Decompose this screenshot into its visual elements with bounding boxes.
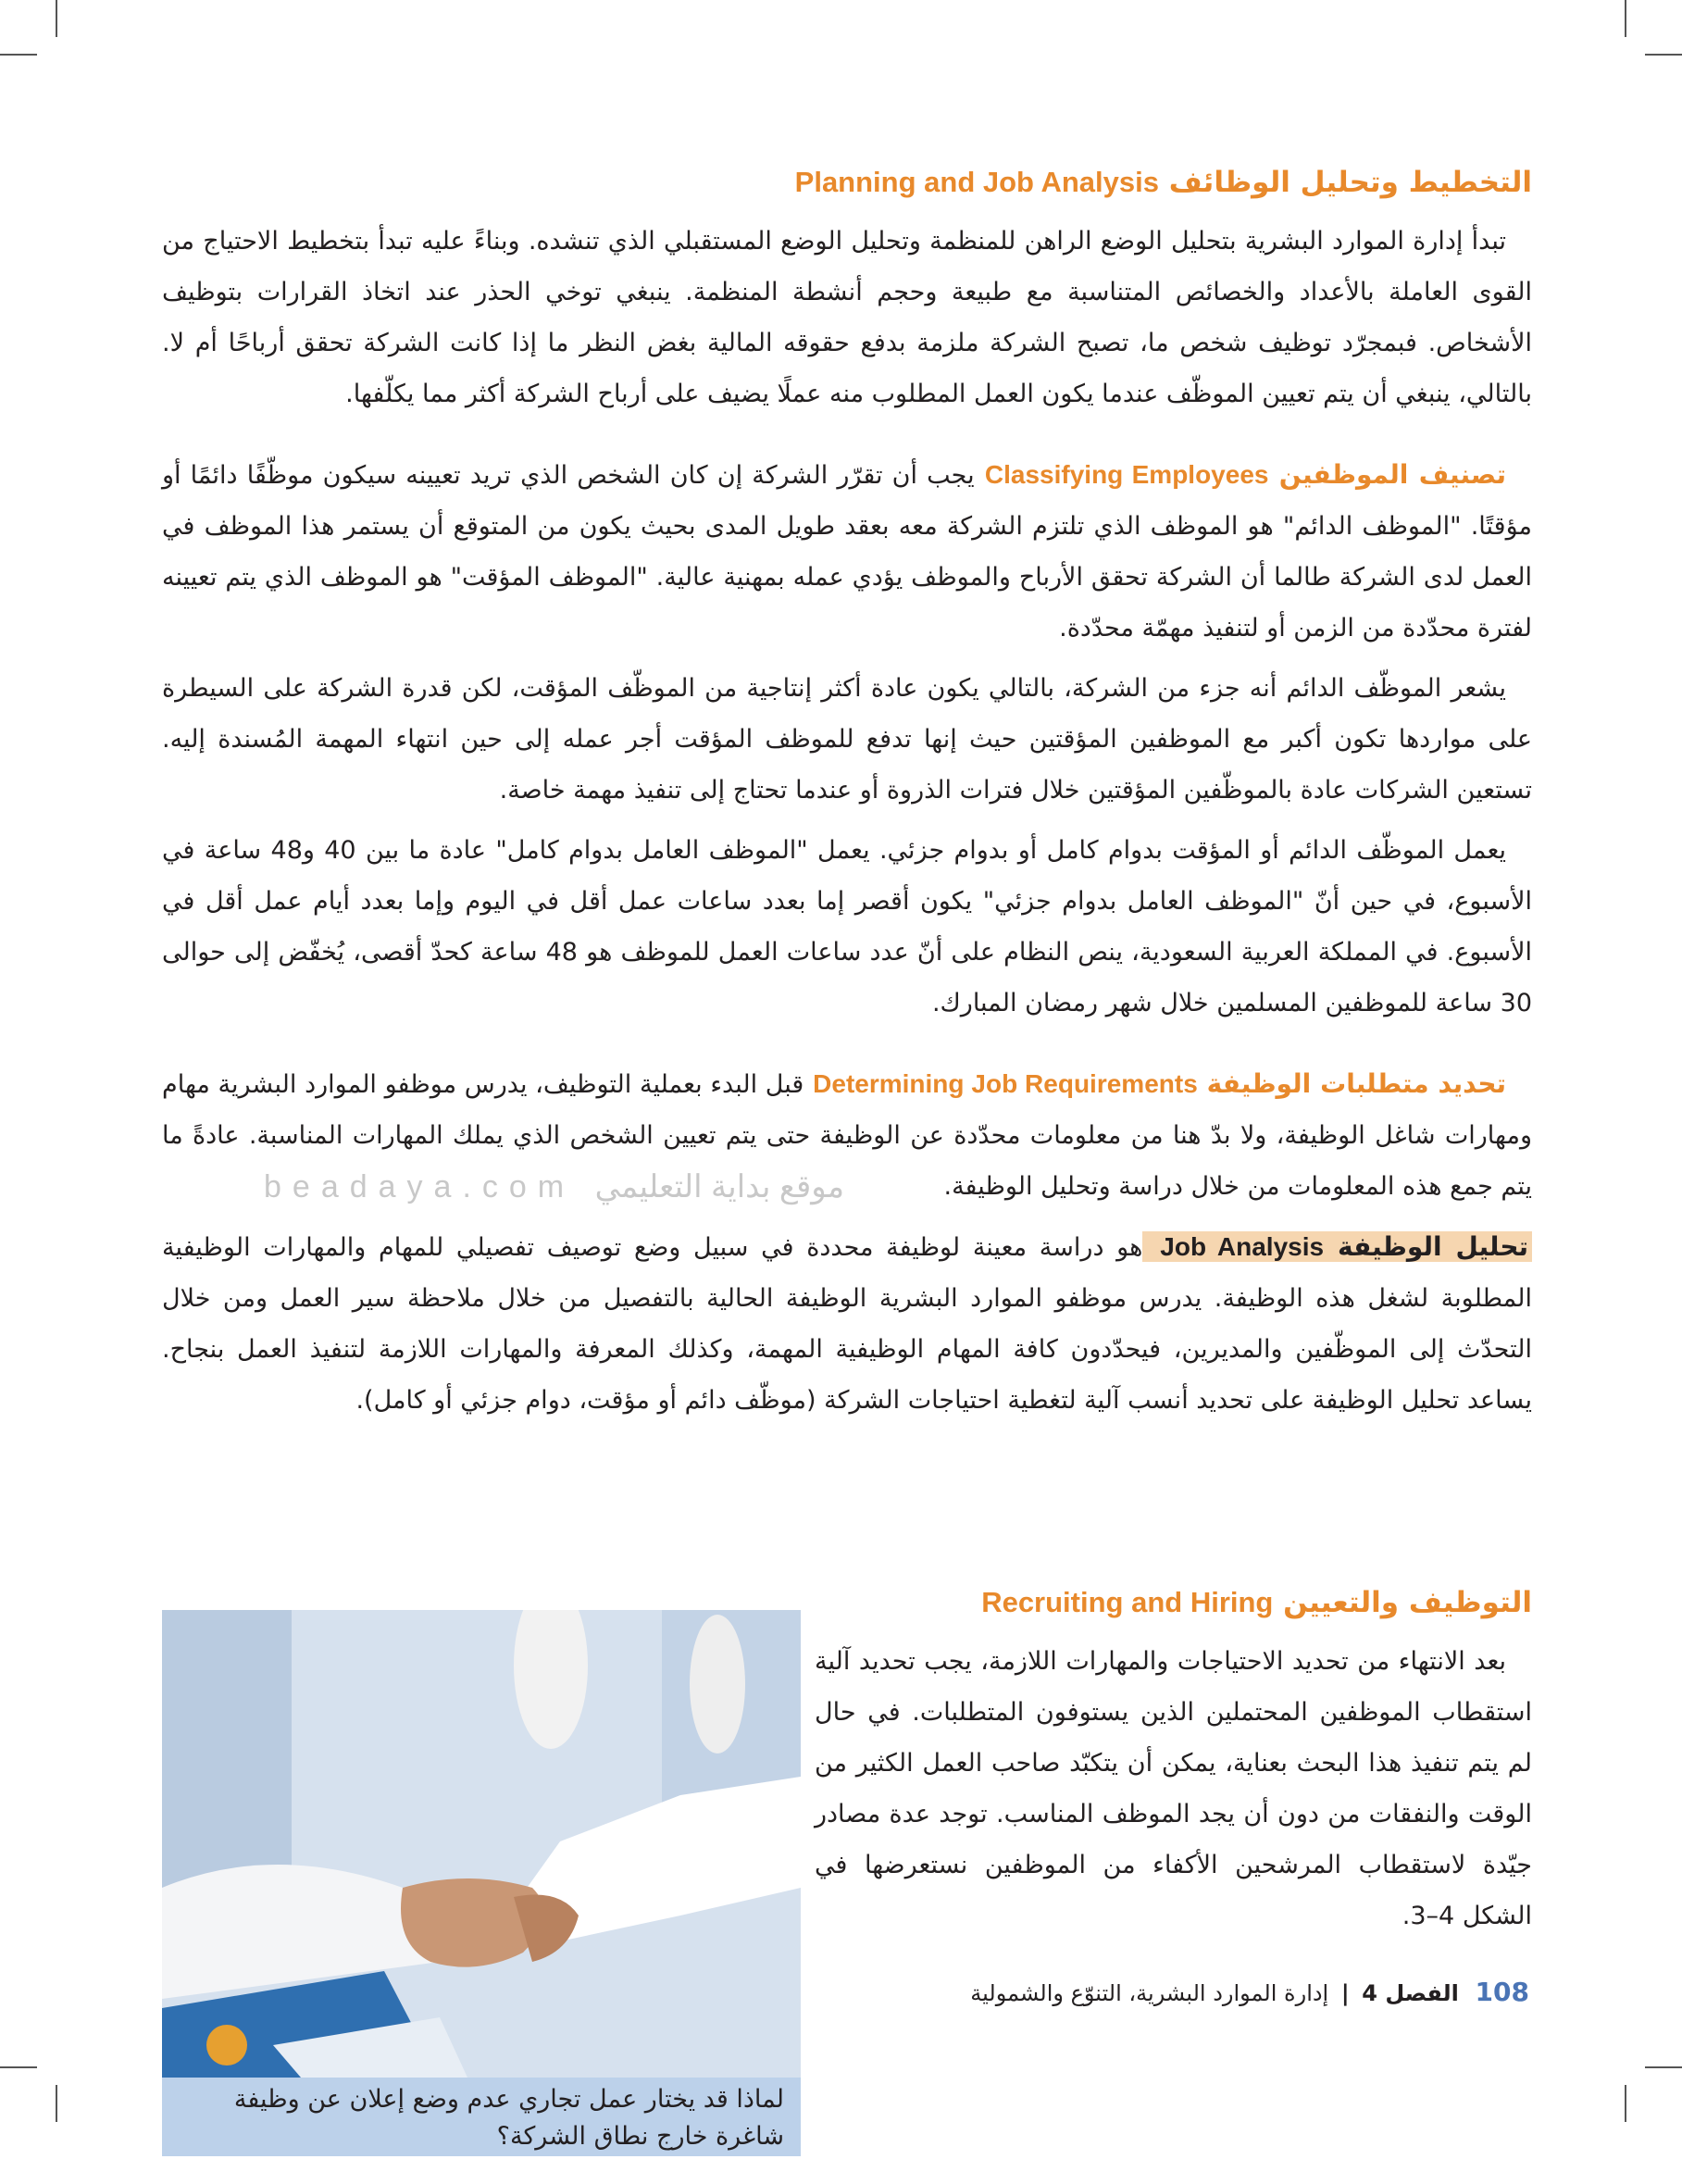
term-job-analysis: تحليل الوظيفة Job Analysis <box>1142 1231 1532 1262</box>
page-number: 108 <box>1475 1977 1529 2007</box>
job-analysis-block <box>162 1221 1532 1435</box>
crop-mark <box>1645 54 1682 56</box>
paragraph-recruiting: بعد الانتهاء من تحديد الاحتياجات والمهارات اللازمة، يجب تحديد آلية استقطاب الموظفين المحتملين الذين يستوفون المتطلبات. في حال لم يتم تنفيذ هذا البحث بعناية، يمكن أن يتكبّد صاحب العمل الكثير من الوقت والنفقات من دون أن يجد الموظف المناسب. توجد عدة مصادر جيّدة لاستقطاب المرشحين الأكفاء من الموظفين نستعرضها في الشكل 4–3. <box>815 1647 1532 1930</box>
recruiting-block <box>815 1582 1532 1951</box>
crop-mark <box>1625 2085 1626 2122</box>
paragraph-planning: تبدأ إدارة الموارد البشرية بتحليل الوضع الراهن للمنظمة وتحليل الوضع المستقبلي الذي تنشده. وبناءً عليه تبدأ بتخطيط الاحتياج من القوى العاملة بالأعداد والخصائص المتناسبة مع طبيعة وحجم أنشطة المنظمة. ينبغي توخي الحذر عند اتخاذ القرارات بتوظيف الأشخاص. فبمجرّد توظيف شخص ما، تصبح الشركة ملزمة بدفع حقوقه المالية بغض النظر ما إذا كانت الشركة تحقق أرباحًا أم لا. بالتالي، ينبغي أن يتم تعيين الموظّف عندما يكون العمل المطلوب منه عملًا يضيف على أرباح الشركة أكثر مما يكلّفها. <box>162 227 1532 408</box>
paragraph-classifying-2: يشعر الموظّف الدائم أنه جزء من الشركة، بالتالي يكون عادة أكثر إنتاجية من الموظّف المؤقت، لكن قدرة الشركة على السيطرة على مواردها تكون أكبر مع الموظفين المؤقتين حيث إنها تدفع للموظف المؤقت أجر عمله إلى حين انتهاء المهمة المُسندة إليه. تستعين الشركات عادة بالموظّفين المؤقتين خلال فترات الذروة أو عندما تحتاج إلى تنفيذ مهمة خاصة. <box>162 674 1532 805</box>
crop-mark <box>56 0 57 37</box>
lower-section <box>162 1221 1532 2184</box>
section-heading-planning: التخطيط وتحليل الوظائف Planning and Job Analysis <box>794 166 1532 199</box>
page-footer <box>970 1977 1529 2007</box>
term-determining-job-requirements: تحديد متطلبات الوظيفة Determining Job Requirements <box>813 1068 1507 1099</box>
section-heading-recruiting: التوظيف والتعيين Recruiting and Hiring <box>981 1586 1532 1619</box>
watermark-url: beadaya.com موقع بداية التعليمي <box>264 1169 845 1204</box>
paragraph-classifying: تصنيف الموظفين Classifying Employees يجب أن تقرّر الشركة إن كان الشخص الذي تريد تعيينه سيكون موظّفًا دائمًا أو مؤقتًا. "الموظف الدائم" هو الموظف الذي تلتزم الشركة معه بعقد طويل المدى بحيث يكون من المتوقع أن يستمر هذا الموظف في العمل لدى الشركة طالما أن الشركة تحقق الأرباح والموظف يؤدي عمله بمهنية عالية. "الموظف المؤقت" هو الموظف الذي يتم تعيينه لفترة محدّدة من الزمن أو لتنفيذ مهمّة محدّدة. <box>162 459 1532 643</box>
chapter-label: الفصل 4 <box>1362 1980 1459 2006</box>
crop-mark <box>0 54 37 56</box>
figure-caption: لماذا قد يختار عمل تجاري عدم وضع إعلان عن وظيفة شاغرة خارج نطاق الشركة؟ <box>162 2078 801 2156</box>
handshake-illustration <box>162 1610 801 2078</box>
footer-separator: | <box>1340 1980 1350 2006</box>
figure <box>162 1610 801 2156</box>
paragraph-classifying-3: يعمل الموظّف الدائم أو المؤقت بدوام كامل أو بدوام جزئي. يعمل "الموظف العامل بدوام كامل" عادة ما بين 40 و48 ساعة في الأسبوع، في حين أنّ "الموظف العامل بدوام جزئي" يكون أقصر إما بعدد ساعات عمل أقل في اليوم وإما بعدد أيام عمل أقل في الأسبوع. في المملكة العربية السعودية، ينص النظام على أنّ عدد ساعات العمل للموظف هو 48 ساعة كحدّ أقصى، يُخفّض إلى حوالى 30 ساعة للموظفين المسلمين خلال شهر رمضان المبارك. <box>162 836 1532 1017</box>
crop-mark <box>1645 2066 1682 2068</box>
paragraph-job-analysis: تحليل الوظيفة Job Analysis هو دراسة معينة لوظيفة محددة في سبيل وضع توصيف تفصيلي للمهام والمهارات الوظيفية المطلوبة لشغل هذه الوظيفة. يدرس موظفو الموارد البشرية الوظيفة الحالية بالتفصيل من خلال ملاحظة سير العمل ومن خلال التحدّث إلى الموظّفين والمديرين، فيحدّدون كافة المهام الوظيفية المهمة، وكذلك المعرفة والمهارات اللازمة لتنفيذ العمل بنجاح. يساعد تحليل الوظيفة على تحديد أنسب آلية لتغطية احتياجات الشركة (موظّف دائم أو مؤقت، دوام جزئي أو كامل). <box>162 1231 1532 1415</box>
handshake-photo <box>162 1610 801 2078</box>
crop-mark <box>56 2085 57 2122</box>
paragraph-requirements: تحديد متطلبات الوظيفة Determining Job Requirements قبل البدء بعملية التوظيف، يدرس موظفو الموارد البشرية مهام ومهارات شاغل الوظيفة، ولا بدّ هنا من معلومات محدّدة عن الوظيفة حتى يتم تعيين الشخص الذي يملك المهارات المناسبة. عادةً ما يتم جمع هذه المعلومات من خلال دراسة وتحليل الوظيفة. <box>162 1068 1532 1201</box>
page-content <box>162 162 1532 2184</box>
chapter-title: إدارة الموارد البشرية، التنوّع والشمولية <box>970 1980 1329 2006</box>
crop-mark <box>0 2066 37 2068</box>
term-classifying-employees: تصنيف الموظفين Classifying Employees <box>984 459 1507 490</box>
crop-mark <box>1625 0 1626 37</box>
